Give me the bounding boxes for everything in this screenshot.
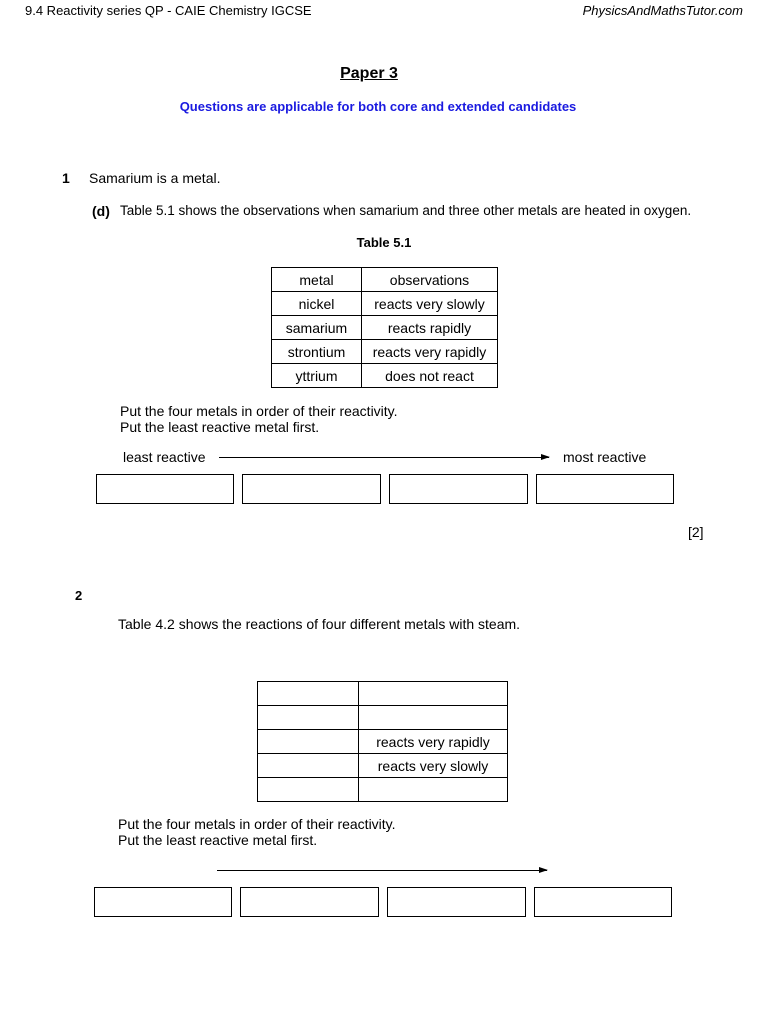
table-header-cell: metal bbox=[272, 268, 362, 292]
q1-answer-box-3[interactable] bbox=[389, 474, 528, 504]
table-row bbox=[272, 364, 498, 388]
page-header-right: PhysicsAndMathsTutor.com bbox=[582, 3, 743, 18]
table-cell: samarium bbox=[272, 316, 362, 340]
q1-table-caption: Table 5.1 bbox=[356, 235, 412, 250]
q1-part-label: (d) bbox=[92, 203, 110, 219]
table-cell bbox=[258, 706, 359, 730]
q1-answer-box-2[interactable] bbox=[242, 474, 381, 504]
table-cell: reacts very slowly bbox=[362, 292, 498, 316]
q1-table bbox=[271, 267, 498, 388]
q1-marks: [2] bbox=[688, 524, 704, 540]
most-reactive-label: most reactive bbox=[563, 449, 647, 465]
candidates-note: Questions are applicable for both core and extended candidates bbox=[179, 99, 577, 114]
table-header-row bbox=[272, 268, 498, 292]
q1-answer-box-1[interactable] bbox=[96, 474, 234, 504]
table-cell bbox=[359, 706, 508, 730]
table-cell: nickel bbox=[272, 292, 362, 316]
q2-stem: Table 4.2 shows the reactions of four different metals with steam. bbox=[118, 616, 521, 632]
q2-answer-box-3[interactable] bbox=[387, 887, 526, 917]
table-row bbox=[272, 292, 498, 316]
table-row bbox=[258, 730, 508, 754]
table-cell: does not react bbox=[362, 364, 498, 388]
table-cell bbox=[359, 778, 508, 802]
q2-number: 2 bbox=[75, 588, 83, 603]
table-row bbox=[272, 316, 498, 340]
table-cell: yttrium bbox=[272, 364, 362, 388]
table-cell: reacts very slowly bbox=[359, 754, 508, 778]
table-cell bbox=[258, 778, 359, 802]
q2-answer-box-4[interactable] bbox=[534, 887, 672, 917]
table-cell bbox=[258, 730, 359, 754]
q1-part-text: Table 5.1 shows the observations when samarium and three other metals are heated in oxygen. bbox=[120, 203, 692, 218]
q1-number: 1 bbox=[62, 170, 70, 186]
q1-instruction-least-first: Put the least reactive metal first. bbox=[120, 419, 320, 435]
page-header-left: 9.4 Reactivity series QP - CAIE Chemistry IGCSE bbox=[25, 3, 312, 18]
q2-instruction-least-first: Put the least reactive metal first. bbox=[118, 832, 318, 848]
q2-answer-box-2[interactable] bbox=[240, 887, 379, 917]
table-cell: reacts rapidly bbox=[362, 316, 498, 340]
table-row bbox=[258, 754, 508, 778]
table-header-cell: observations bbox=[362, 268, 498, 292]
reactivity-arrow bbox=[217, 870, 547, 871]
table-cell: reacts very rapidly bbox=[362, 340, 498, 364]
paper-title: Paper 3 bbox=[340, 65, 398, 82]
table-row bbox=[258, 682, 508, 706]
least-reactive-label: least reactive bbox=[123, 449, 206, 465]
q2-table bbox=[257, 681, 508, 802]
q2-answer-box-1[interactable] bbox=[94, 887, 232, 917]
table-row bbox=[272, 340, 498, 364]
table-cell: strontium bbox=[272, 340, 362, 364]
table-cell bbox=[258, 754, 359, 778]
q2-instruction-order: Put the four metals in order of their reactivity. bbox=[118, 816, 396, 832]
table-row bbox=[258, 706, 508, 730]
table-cell bbox=[258, 682, 359, 706]
reactivity-arrow bbox=[219, 457, 549, 458]
table-cell: reacts very rapidly bbox=[359, 730, 508, 754]
table-row bbox=[258, 778, 508, 802]
q1-stem: Samarium is a metal. bbox=[89, 170, 221, 186]
q1-instruction-order: Put the four metals in order of their reactivity. bbox=[120, 403, 398, 419]
table-cell bbox=[359, 682, 508, 706]
q1-answer-box-4[interactable] bbox=[536, 474, 674, 504]
